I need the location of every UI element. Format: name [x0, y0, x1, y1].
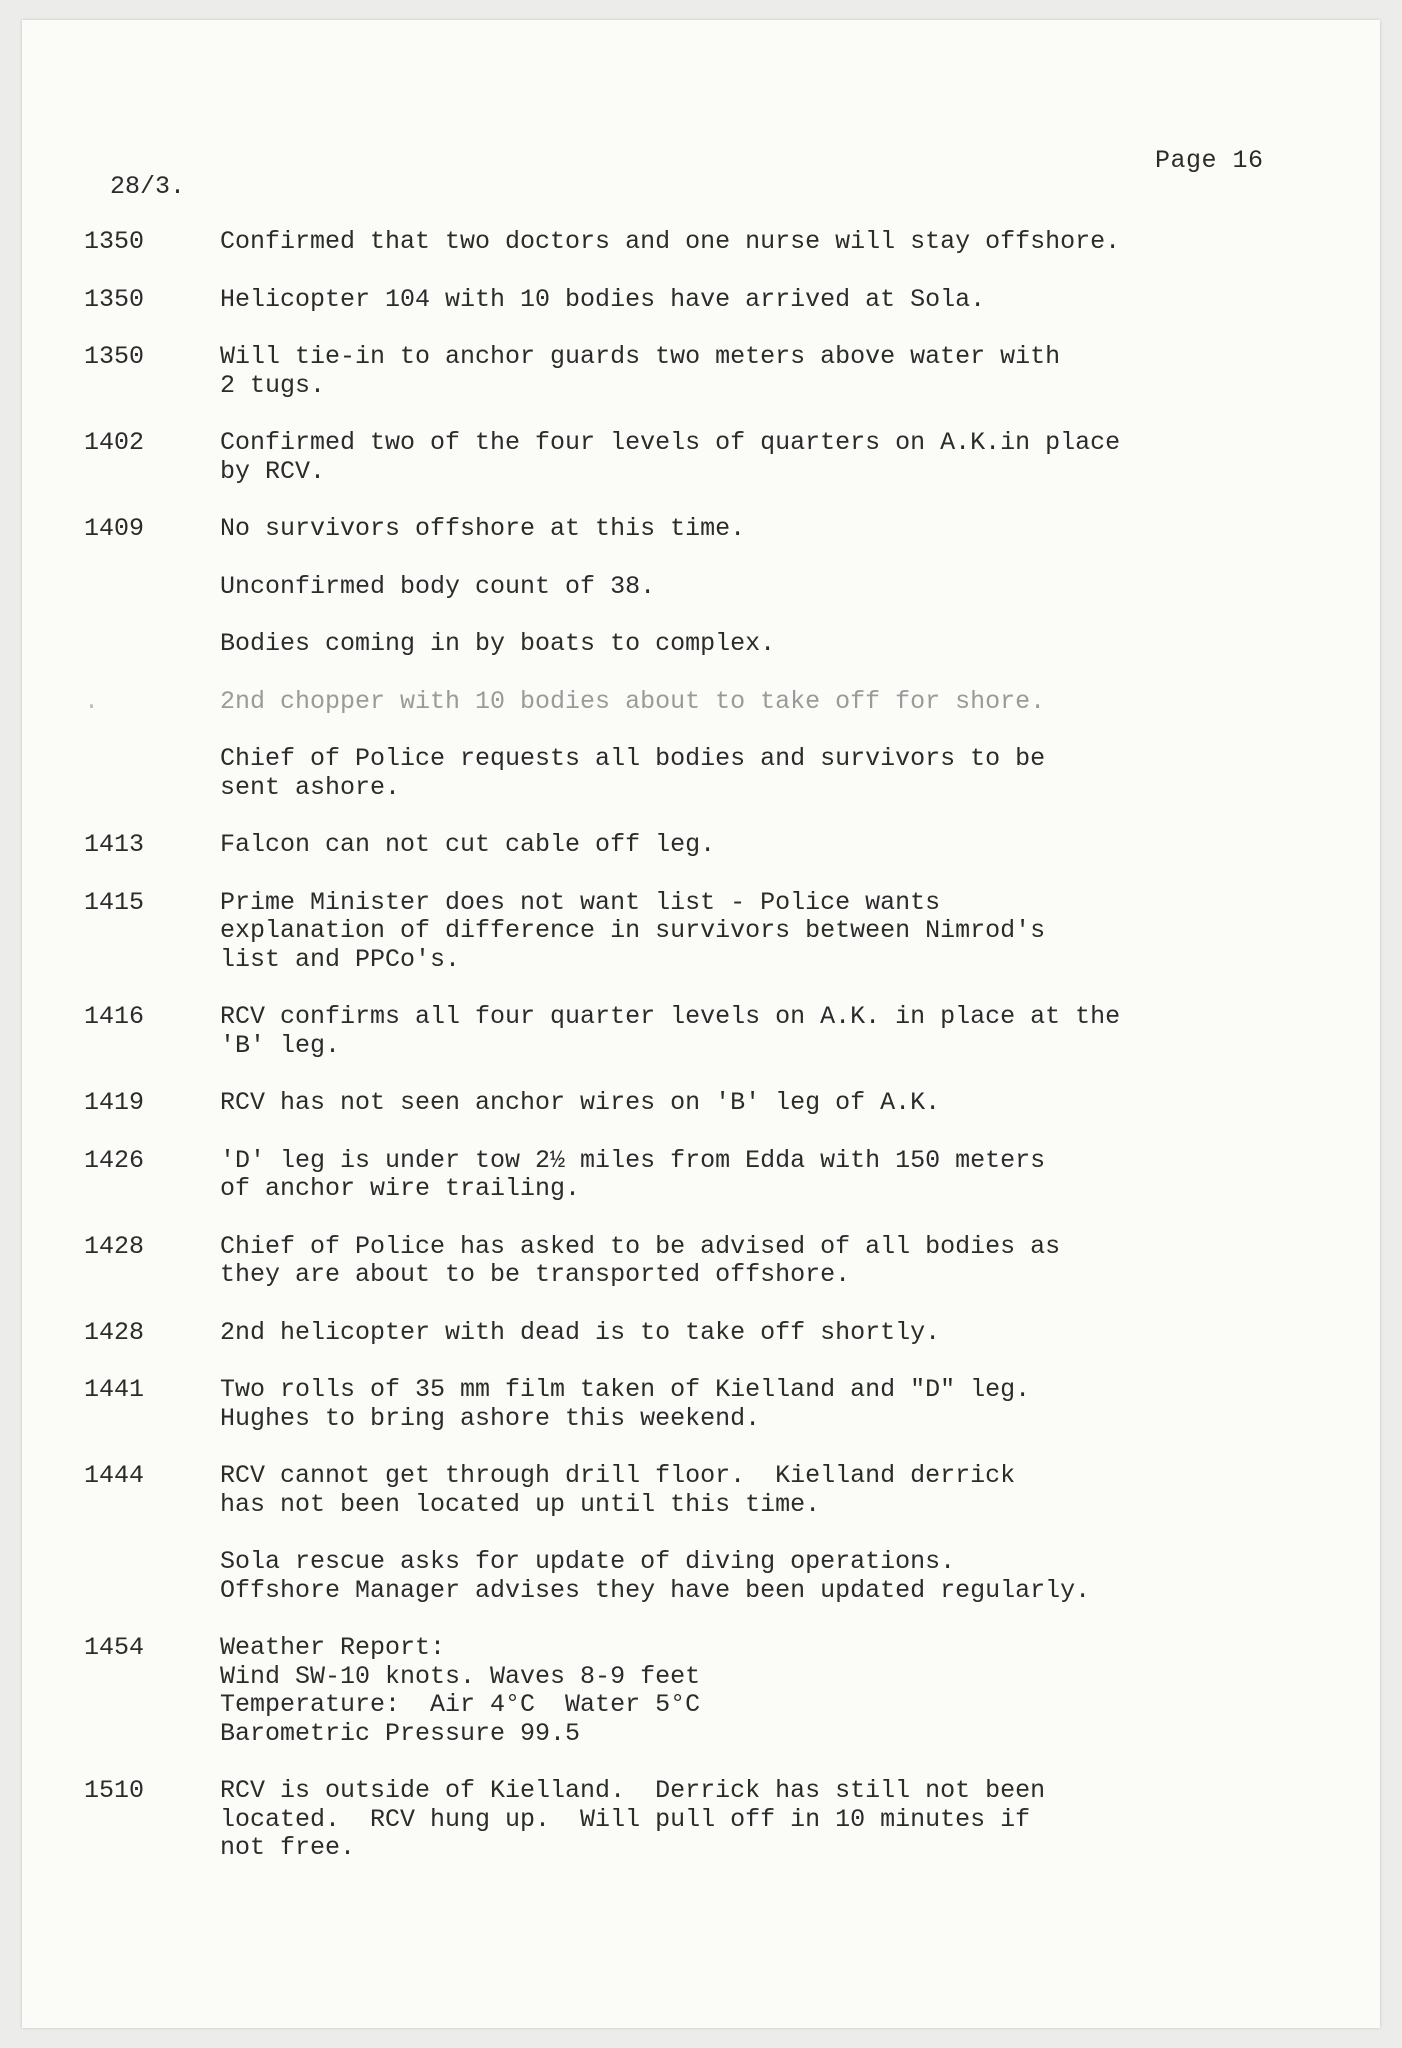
entry-line: explanation of difference in survivors between Nimrod's	[220, 916, 1046, 945]
entry-line: Sola rescue asks for update of diving operations.	[220, 1547, 956, 1576]
entry-text	[220, 286, 1360, 315]
entry-text	[220, 573, 1360, 602]
entry-line: not free.	[220, 1833, 356, 1862]
entry-time: 1350	[84, 227, 145, 256]
entry-time: 1428	[84, 1231, 145, 1261]
entry-time: 1350	[84, 284, 145, 314]
log-entry	[22, 688, 1380, 717]
entry-text	[220, 429, 1360, 486]
entry-line: Wind SW-10 knots. Waves 8-9 feet	[220, 1661, 701, 1691]
entry-text	[220, 1319, 1360, 1348]
entry-text	[220, 688, 1360, 717]
log-entry	[22, 515, 1380, 544]
entry-text	[220, 1462, 1360, 1519]
entry-line: Prime Minister does not want list - Police wants	[220, 887, 941, 917]
entry-time: 1409	[84, 514, 145, 543]
entry-line: Will tie-in to anchor guards two meters above water with	[220, 342, 1061, 371]
entry-time: 1350	[84, 342, 145, 371]
entry-line: Chief of Police requests all bodies and survivors to be	[220, 744, 1046, 773]
log-entry	[22, 573, 1380, 602]
entry-line: 2nd helicopter with dead is to take off shortly.	[220, 1317, 941, 1347]
entry-line: they are about to be transported offshore.	[220, 1260, 851, 1289]
entry-time: 1426	[84, 1145, 145, 1175]
entry-line: sent ashore.	[220, 772, 401, 802]
entry-line: Barometric Pressure 99.5	[220, 1718, 581, 1748]
log-entry	[22, 1233, 1380, 1290]
log-entry	[22, 286, 1380, 315]
entry-line: Falcon can not cut cable off leg.	[220, 830, 716, 859]
entry-text	[220, 515, 1360, 544]
entry-text	[220, 228, 1360, 257]
log-entry	[22, 630, 1380, 659]
entry-time: 1413	[84, 830, 145, 859]
entry-text	[220, 1634, 1360, 1748]
log-entry	[22, 1634, 1380, 1748]
entry-line: Helicopter 104 with 10 bodies have arrived at Sola.	[220, 284, 986, 314]
log-date: 28/3.	[110, 172, 186, 201]
entry-line: Unconfirmed body count of 38.	[220, 571, 656, 601]
log-entry	[22, 1548, 1380, 1605]
entry-text	[220, 1777, 1360, 1863]
entry-text	[220, 1089, 1360, 1118]
log-entry	[22, 1089, 1380, 1118]
entry-text	[220, 745, 1360, 802]
log-entry	[22, 228, 1380, 257]
entry-text	[220, 1147, 1360, 1204]
entry-line: Offshore Manager advises they have been updated regularly.	[220, 1575, 1091, 1605]
log-entries	[22, 228, 1380, 1892]
entry-time: 1441	[84, 1375, 145, 1404]
entry-time: 1416	[84, 1002, 145, 1031]
entry-time: 1428	[84, 1317, 145, 1347]
entry-line: 'B' leg.	[220, 1030, 341, 1060]
entry-line: Two rolls of 35 mm film taken of Kielland and "D" leg.	[220, 1375, 1031, 1404]
log-entry	[22, 1777, 1380, 1863]
log-entry	[22, 1147, 1380, 1204]
entry-text	[220, 343, 1360, 400]
entry-time: 1510	[84, 1776, 145, 1805]
entry-line: Temperature: Air 4°C Water 5°C	[220, 1690, 701, 1719]
entry-line: No survivors offshore at this time.	[220, 514, 746, 543]
entry-text	[220, 889, 1360, 975]
entry-line: Confirmed two of the four levels of quarters on A.K.in place	[220, 428, 1121, 457]
entry-line: RCV confirms all four quarter levels on A.K. in place at the	[220, 1002, 1121, 1031]
log-entry	[22, 1319, 1380, 1348]
entry-line: has not been located up until this time.	[220, 1489, 821, 1519]
entry-line: Confirmed that two doctors and one nurse will stay offshore.	[220, 227, 1121, 256]
entry-line: Weather Report:	[220, 1633, 446, 1662]
entry-time: 1444	[84, 1461, 145, 1490]
entry-time: 1454	[84, 1633, 145, 1662]
page-number: Page 16	[1155, 146, 1264, 175]
log-entry	[22, 831, 1380, 860]
entry-line: of anchor wire trailing.	[220, 1174, 581, 1203]
entry-line: Hughes to bring ashore this weekend.	[220, 1403, 761, 1433]
entry-text	[220, 1376, 1360, 1433]
entry-line: list and PPCo's.	[220, 944, 461, 974]
log-entry	[22, 1003, 1380, 1060]
log-entry	[22, 1376, 1380, 1433]
log-entry	[22, 1462, 1380, 1519]
entry-line: 'D' leg is under tow 2½ miles from Edda with 150 meters	[220, 1145, 1046, 1175]
document-page	[22, 20, 1380, 2028]
entry-text	[220, 1548, 1360, 1605]
entry-time: 1419	[84, 1088, 145, 1117]
entry-line: by RCV.	[220, 456, 326, 486]
entry-time: 1415	[84, 887, 145, 917]
log-entry	[22, 429, 1380, 486]
entry-line: RCV has not seen anchor wires on 'B' leg of A.K.	[220, 1088, 941, 1117]
entry-text	[220, 1233, 1360, 1290]
entry-line: 2nd chopper with 10 bodies about to take off for shore.	[220, 686, 1046, 716]
entry-line: RCV cannot get through drill floor. Kielland derrick	[220, 1461, 1016, 1490]
entry-line: Chief of Police has asked to be advised of all bodies as	[220, 1231, 1061, 1261]
entry-line: RCV is outside of Kielland. Derrick has still not been	[220, 1776, 1046, 1805]
log-entry	[22, 343, 1380, 400]
entry-line: located. RCV hung up. Will pull off in 10 minutes if	[220, 1804, 1031, 1834]
entry-text	[220, 1003, 1360, 1060]
entry-text	[220, 831, 1360, 860]
log-entry	[22, 889, 1380, 975]
entry-time: 1402	[84, 428, 145, 457]
entry-text	[220, 630, 1360, 659]
entry-time: .	[84, 686, 100, 716]
log-entry	[22, 745, 1380, 802]
entry-line: Bodies coming in by boats to complex.	[220, 629, 776, 658]
entry-line: 2 tugs.	[220, 370, 326, 400]
